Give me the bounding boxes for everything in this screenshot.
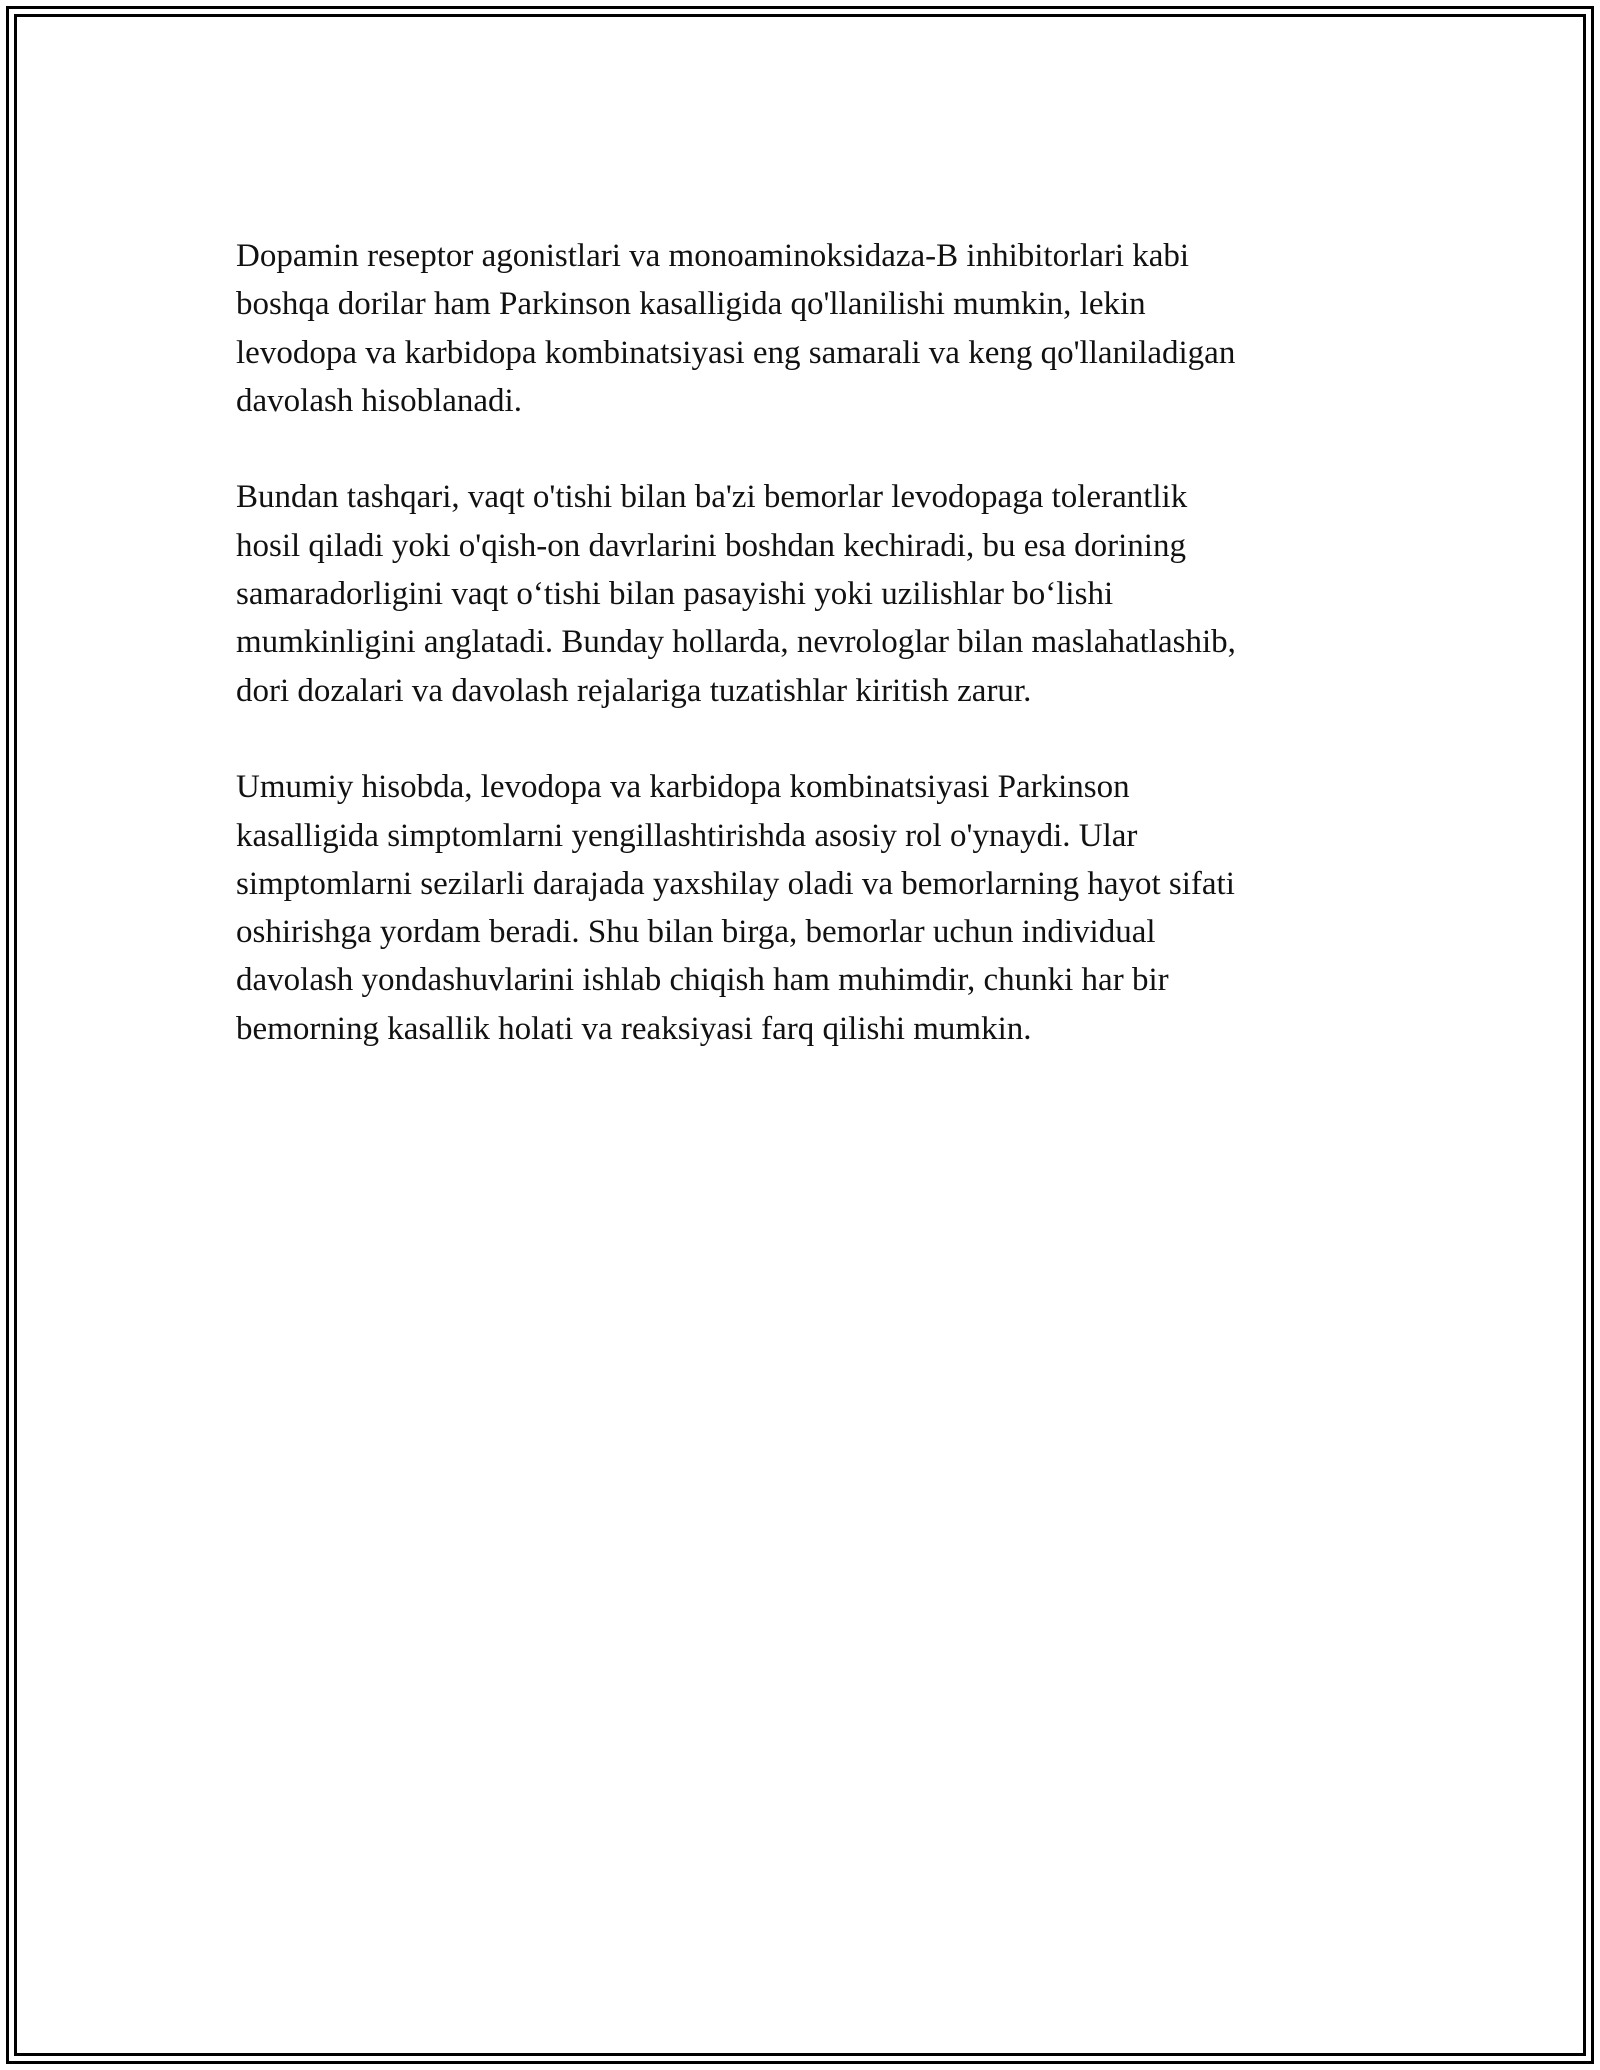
document-body xyxy=(236,232,1366,1101)
paragraph-2: Bundan tashqari, vaqt o'tishi bilan ba'zi bemorlar levodopaga tolerantlik hosil qiladi yoki o'qish-on davrlarini boshdan kechiradi, bu esa dorining samaradorligini vaqt o‘tishi bilan pasayishi yoki uzilishlar bo‘lishi mumkinligini anglatadi. Bunday hollarda, nevrologlar bilan maslahatlashib, dori dozalari va davolash rejalariga tuzatishlar kiritish zarur. xyxy=(236,479,1236,709)
paragraph-3: Umumiy hisobda, levodopa va karbidopa kombinatsiyasi Parkinson kasalligida simptomlarni yengillashtirishda asosiy rol o'ynaydi. Ular simptomlarni sezilarli darajada yaxshilay oladi va bemorlarning hayot sifati oshirishga yordam beradi. Shu bilan birga, bemorlar uchun individual davolash yondashuvlarini ishlab chiqish ham muhimdir, chunki har bir bemorning kasallik holati va reaksiyasi farq qilishi mumkin. xyxy=(236,769,1235,1047)
paragraph-1: Dopamin reseptor agonistlari va monoaminoksidaza-B inhibitorlari kabi boshqa dorilar ham Parkinson kasalligida qo'llanilishi mumkin, lekin levodopa va karbidopa kombinatsiyasi eng samarali va keng qo'llaniladigan davolash hisoblanadi. xyxy=(236,238,1236,419)
